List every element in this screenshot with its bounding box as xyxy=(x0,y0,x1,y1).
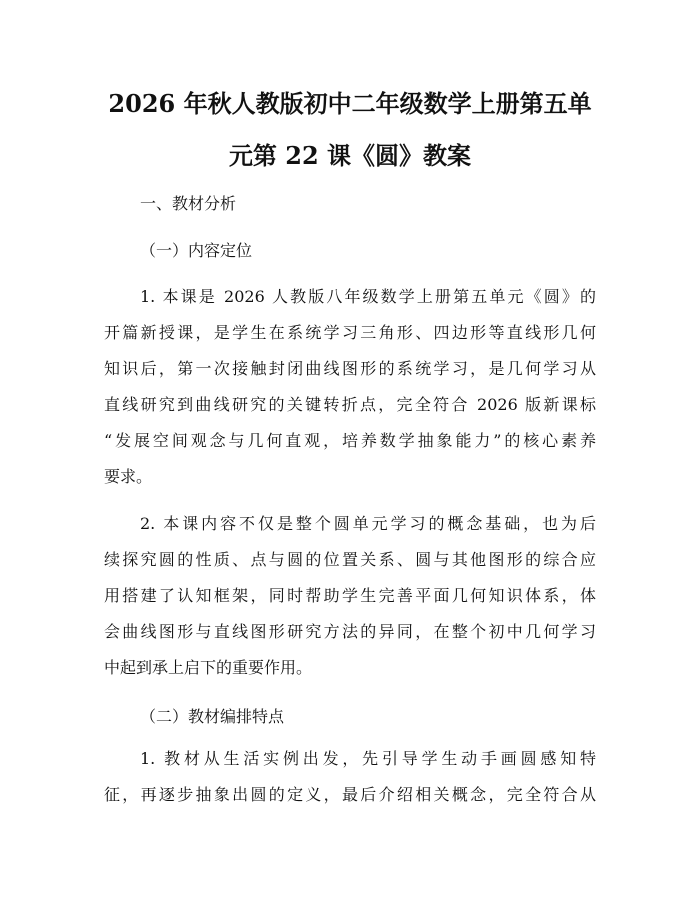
paragraph-3 xyxy=(104,741,596,813)
paragraph-2-line: 2. 本课内容不仅是整个圆单元学习的概念基础，也为后 xyxy=(140,514,596,533)
paragraph-2-line: 用搭建了认知框架，同时帮助学生完善平面几何知识体系，体 xyxy=(104,586,596,605)
document-title-line-2: 元第 22 课《圆》教案 xyxy=(228,141,472,170)
paragraph-1 xyxy=(104,279,596,495)
paragraph-1-line: 要求。 xyxy=(104,467,153,486)
subsection-heading-content-position: （一）内容定位 xyxy=(140,241,253,260)
paragraph-3-line: 征，再逐步抽象出圆的定义，最后介绍相关概念，完全符合从 xyxy=(104,785,596,804)
paragraph-1-line: “发展空间观念与几何直观，培养数学抽象能力”的核心素养 xyxy=(104,431,596,450)
paragraph-2-line: 续探究圆的性质、点与圆的位置关系、圆与其他图形的综合应 xyxy=(104,550,596,569)
paragraph-3-line: 1. 教材从生活实例出发，先引导学生动手画圆感知特 xyxy=(140,749,596,768)
subsection-heading-layout-features: （二）教材编排特点 xyxy=(140,707,285,726)
paragraph-1-line: 开篇新授课，是学生在系统学习三角形、四边形等直线形几何 xyxy=(104,323,596,342)
paragraph-1-line: 直线研究到曲线研究的关键转折点，完全符合 2026 版新课标 xyxy=(104,395,596,414)
paragraph-1-line: 知识后，第一次接触封闭曲线图形的系统学习，是几何学习从 xyxy=(104,359,596,378)
document-title-line-1: 2026 年秋人教版初中二年级数学上册第五单 xyxy=(108,89,592,118)
paragraph-2-line: 中起到承上启下的重要作用。 xyxy=(104,658,313,677)
section-heading-materials-analysis: 一、教材分析 xyxy=(140,194,237,213)
paragraph-2 xyxy=(104,506,596,686)
paragraph-1-line: 1. 本课是 2026 人教版八年级数学上册第五单元《圆》的 xyxy=(140,287,596,306)
paragraph-2-line: 会曲线图形与直线图形研究方法的异同，在整个初中几何学习 xyxy=(104,622,596,641)
